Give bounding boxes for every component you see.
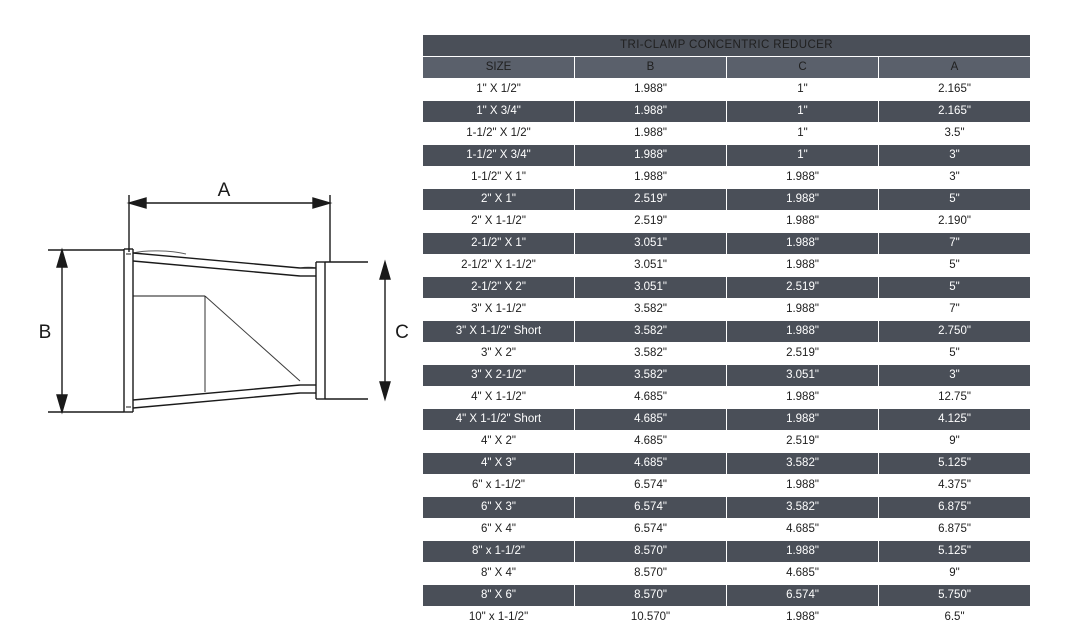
cell-size: 2-1/2" X 1-1/2" <box>423 255 575 277</box>
cell-b: 6.574" <box>575 519 727 541</box>
table-row <box>423 123 1031 145</box>
column-header-a: A <box>879 57 1031 79</box>
cell-c: 1" <box>727 101 879 123</box>
cell-size: 2-1/2" X 1" <box>423 233 575 255</box>
table-row <box>423 255 1031 277</box>
spec-table-container <box>422 34 1030 629</box>
cell-b: 4.685" <box>575 431 727 453</box>
cell-size: 6" x 1-1/2" <box>423 475 575 497</box>
cell-b: 6.574" <box>575 475 727 497</box>
reducer-drawing-svg <box>0 0 420 643</box>
cell-size: 4" X 2" <box>423 431 575 453</box>
cell-c: 3.582" <box>727 497 879 519</box>
table-row <box>423 387 1031 409</box>
cell-b: 3.051" <box>575 233 727 255</box>
table-row <box>423 409 1031 431</box>
table-row <box>423 145 1031 167</box>
cell-size: 3" X 2-1/2" <box>423 365 575 387</box>
cell-a: 9" <box>879 563 1031 585</box>
cell-b: 3.051" <box>575 255 727 277</box>
spec-table <box>422 34 1031 629</box>
table-row <box>423 585 1031 607</box>
cell-b: 6.574" <box>575 497 727 519</box>
cell-c: 3.051" <box>727 365 879 387</box>
cell-size: 4" X 1-1/2" <box>423 387 575 409</box>
cell-c: 4.685" <box>727 519 879 541</box>
cell-b: 4.685" <box>575 387 727 409</box>
cell-b: 1.988" <box>575 145 727 167</box>
cell-size: 6" X 4" <box>423 519 575 541</box>
cell-a: 5.125" <box>879 453 1031 475</box>
cell-c: 4.685" <box>727 563 879 585</box>
cell-c: 1.988" <box>727 211 879 233</box>
cell-b: 3.582" <box>575 365 727 387</box>
dimension-label-b: B <box>38 322 52 343</box>
cell-a: 4.375" <box>879 475 1031 497</box>
cell-c: 1" <box>727 123 879 145</box>
cell-b: 10.570" <box>575 607 727 629</box>
cell-a: 3" <box>879 167 1031 189</box>
cell-c: 6.574" <box>727 585 879 607</box>
table-row <box>423 453 1031 475</box>
cell-c: 1.988" <box>727 541 879 563</box>
cell-c: 2.519" <box>727 431 879 453</box>
table-row <box>423 343 1031 365</box>
cell-size: 2-1/2" X 2" <box>423 277 575 299</box>
cell-a: 2.190" <box>879 211 1031 233</box>
cell-a: 2.165" <box>879 79 1031 101</box>
cell-size: 8" X 6" <box>423 585 575 607</box>
cell-c: 1.988" <box>727 321 879 343</box>
cell-b: 8.570" <box>575 585 727 607</box>
dimension-label-a: A <box>217 180 231 201</box>
column-header-b: B <box>575 57 727 79</box>
cell-a: 12.75" <box>879 387 1031 409</box>
cell-c: 1.988" <box>727 475 879 497</box>
table-row <box>423 211 1031 233</box>
cell-c: 1" <box>727 145 879 167</box>
table-row <box>423 475 1031 497</box>
cell-c: 1" <box>727 79 879 101</box>
cell-c: 1.988" <box>727 607 879 629</box>
cell-size: 1-1/2" X 3/4" <box>423 145 575 167</box>
table-row <box>423 497 1031 519</box>
cell-a: 7" <box>879 299 1031 321</box>
cell-c: 1.988" <box>727 387 879 409</box>
table-row <box>423 365 1031 387</box>
cell-a: 5" <box>879 343 1031 365</box>
cell-a: 6.875" <box>879 497 1031 519</box>
cell-a: 5.750" <box>879 585 1031 607</box>
cell-size: 2" X 1" <box>423 189 575 211</box>
cell-size: 4" X 3" <box>423 453 575 475</box>
table-row <box>423 101 1031 123</box>
cell-b: 3.582" <box>575 321 727 343</box>
cell-b: 4.685" <box>575 453 727 475</box>
cell-a: 6.5" <box>879 607 1031 629</box>
cell-c: 1.988" <box>727 409 879 431</box>
column-header-c: C <box>727 57 879 79</box>
cell-a: 5" <box>879 277 1031 299</box>
cell-c: 1.988" <box>727 189 879 211</box>
cell-b: 2.519" <box>575 189 727 211</box>
cell-a: 9" <box>879 431 1031 453</box>
table-body <box>423 79 1031 629</box>
cell-b: 1.988" <box>575 167 727 189</box>
cell-size: 1" X 1/2" <box>423 79 575 101</box>
cell-c: 3.582" <box>727 453 879 475</box>
cell-c: 1.988" <box>727 167 879 189</box>
reducer-drawing <box>0 0 420 643</box>
cell-b: 8.570" <box>575 563 727 585</box>
cell-size: 10" x 1-1/2" <box>423 607 575 629</box>
cell-a: 3" <box>879 365 1031 387</box>
cell-a: 3" <box>879 145 1031 167</box>
cell-b: 3.051" <box>575 277 727 299</box>
table-row <box>423 563 1031 585</box>
cell-a: 4.125" <box>879 409 1031 431</box>
cell-size: 4" X 1-1/2" Short <box>423 409 575 431</box>
dimension-label-c: C <box>395 322 409 343</box>
cell-b: 1.988" <box>575 79 727 101</box>
cell-size: 2" X 1-1/2" <box>423 211 575 233</box>
table-row <box>423 167 1031 189</box>
cell-b: 8.570" <box>575 541 727 563</box>
cell-size: 3" X 2" <box>423 343 575 365</box>
cell-size: 1" X 3/4" <box>423 101 575 123</box>
cell-b: 1.988" <box>575 123 727 145</box>
table-row <box>423 541 1031 563</box>
table-row <box>423 607 1031 629</box>
cell-c: 1.988" <box>727 233 879 255</box>
cell-c: 1.988" <box>727 255 879 277</box>
table-row <box>423 321 1031 343</box>
cell-a: 5.125" <box>879 541 1031 563</box>
table-row <box>423 189 1031 211</box>
table-header-row <box>423 57 1031 79</box>
cell-size: 1-1/2" X 1" <box>423 167 575 189</box>
cell-c: 1.988" <box>727 299 879 321</box>
table-row <box>423 233 1031 255</box>
table-row <box>423 79 1031 101</box>
cell-size: 6" X 3" <box>423 497 575 519</box>
cell-c: 2.519" <box>727 277 879 299</box>
cell-size: 8" x 1-1/2" <box>423 541 575 563</box>
table-row <box>423 431 1031 453</box>
cell-a: 2.750" <box>879 321 1031 343</box>
cell-a: 3.5" <box>879 123 1031 145</box>
table-row <box>423 299 1031 321</box>
cell-size: 3" X 1-1/2" <box>423 299 575 321</box>
cell-a: 5" <box>879 189 1031 211</box>
cell-b: 1.988" <box>575 101 727 123</box>
cell-a: 5" <box>879 255 1031 277</box>
cell-b: 3.582" <box>575 343 727 365</box>
cell-b: 2.519" <box>575 211 727 233</box>
cell-size: 1-1/2" X 1/2" <box>423 123 575 145</box>
cell-c: 2.519" <box>727 343 879 365</box>
table-title: TRI-CLAMP CONCENTRIC REDUCER <box>423 35 1031 57</box>
cell-b: 4.685" <box>575 409 727 431</box>
cell-a: 2.165" <box>879 101 1031 123</box>
table-row <box>423 277 1031 299</box>
cell-a: 7" <box>879 233 1031 255</box>
table-title-row <box>423 35 1031 57</box>
table-row <box>423 519 1031 541</box>
cell-size: 3" X 1-1/2" Short <box>423 321 575 343</box>
cell-a: 6.875" <box>879 519 1031 541</box>
column-header-size: SIZE <box>423 57 575 79</box>
cell-size: 8" X 4" <box>423 563 575 585</box>
cell-b: 3.582" <box>575 299 727 321</box>
